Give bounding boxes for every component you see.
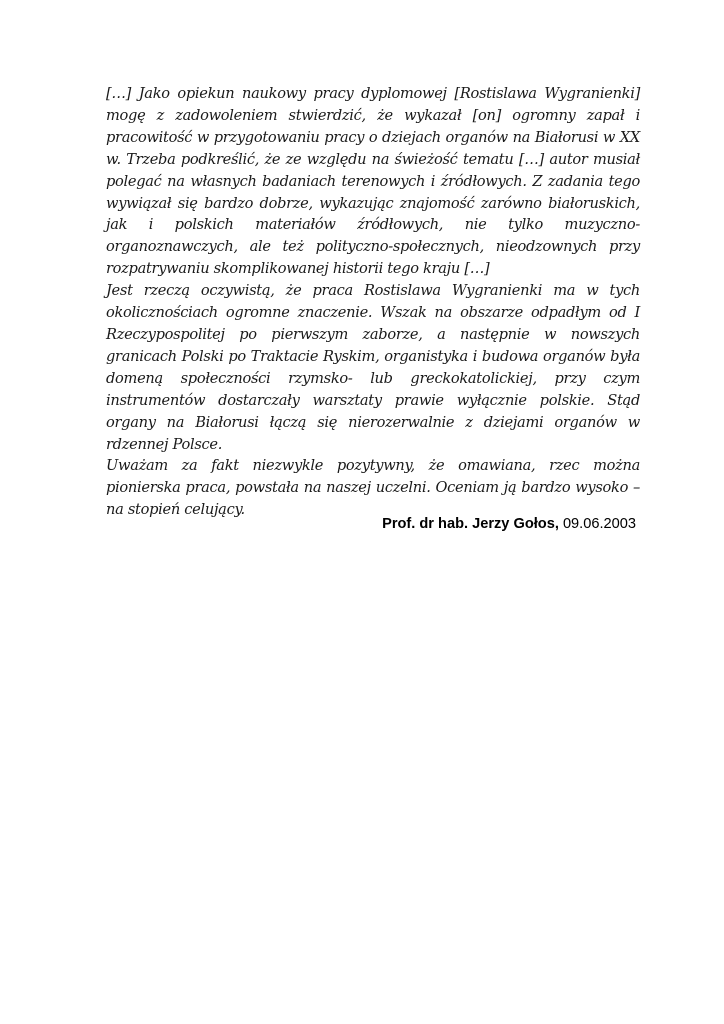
paragraph-significance: Jest rzeczą oczywistą, że praca Rostislawa Wygranienki ma w tych okolicznościach ogromne znaczenie. Wszak na obszarze odpadłym od I Rzeczypospolitej po pierwszym zaborze, a następnie w nowszych granicach Polski po Traktacie Ryskim, organistyka i budowa organów była domeną społeczności rzymsko- lub greckokatolickiej, przy czym instrumentów dostarczały warsztaty prawie wyłącznie polskie. Stąd organy na Białorusi łączą się nierozerwalnie z dziejami organów w rdzennej Polsce.: [106, 282, 640, 453]
signature-date: 09.06.2003: [558, 516, 636, 532]
letter-body: [106, 83, 640, 521]
signature-name: Prof. dr hab. Jerzy Gołos,: [382, 516, 559, 532]
paragraph-conclusion: Uważam za fakt niezwykle pozytywny, że omawiana, rzec można pionierska praca, powstała na naszej uczelni. Oceniam ją bardzo wysoko – na stopień celujący.: [106, 457, 640, 519]
paragraph-evaluation: […] Jako opiekun naukowy pracy dyplomowej [Rostislawa Wygranienki] mogę z zadowoleniem stwierdzić, że wykazał [on] ogromny zapał i pracowitość w przygotowaniu pracy o dziejach organów na Białorusi w XX w. Trzeba podkreślić, że ze względu na świeżość tematu […] autor musiał polegać na własnych badaniach terenowych i źródłowych. Z zadania tego wywiązał się bardzo dobrze, wykazując znajomość zarówno białoruskich, jak i polskich materiałów źródłowych, nie tylko muzyczno-organoznawczych, ale też polityczno-społecznych, nieodzownych przy rozpatrywaniu skomplikowanej historii tego kraju […]: [106, 85, 640, 278]
signature-line: [382, 516, 636, 532]
